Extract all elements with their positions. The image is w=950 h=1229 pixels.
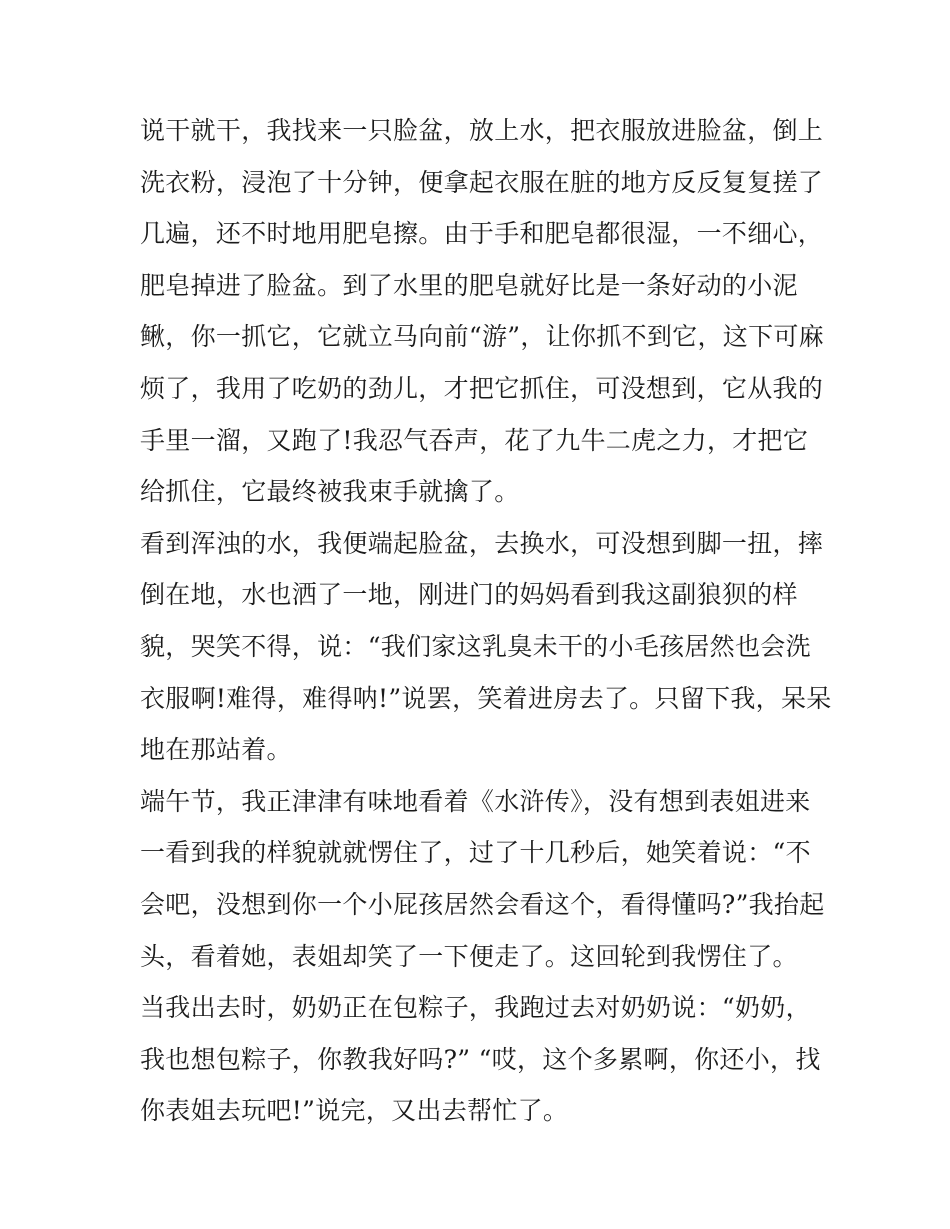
text-line: 我也想包粽子，你教我好吗?” “哎，这个多累啊，你还小，找 [140,1044,821,1074]
paragraph-making-zongzi [140,982,820,1137]
text-line: 洗衣粉，浸泡了十分钟，便拿起衣服在脏的地方反反复复搓了 [140,167,824,197]
text-line: 衣服啊!难得，难得呐!”说罢，笑着进房去了。只留下我，呆呆 [140,683,832,713]
text-line: 肥皂掉进了脸盆。到了水里的肥皂就好比是一条好动的小泥 [140,270,798,300]
text-line: 几遍，还不时地用肥皂擦。由于手和肥皂都很湿，一不细心， [140,219,824,249]
text-line: 烦了，我用了吃奶的劲儿，才把它抓住，可没想到，它从我的 [140,373,824,403]
text-line: 端午节，我正津津有味地看着《水浒传》，没有想到表姐进来 [140,786,811,816]
paragraph-spilled-water [140,518,832,776]
text-line: 貌，哭笑不得，说：“我们家这乳臭未干的小毛孩居然也会洗 [140,631,811,661]
document-body [140,105,832,1137]
text-line: 你表姐去玩吧!”说完，又出去帮忙了。 [140,1096,569,1126]
text-line: 当我出去时，奶奶正在包粽子，我跑过去对奶奶说：“奶奶， [140,993,811,1023]
text-line: 会吧，没想到你一个小屁孩居然会看这个，看得懂吗?”我抬起 [140,889,825,919]
paragraph-washing-clothes [140,105,824,518]
text-line: 手里一溜，又跑了!我忍气吞声，花了九牛二虎之力，才把它 [140,425,809,455]
text-line: 看到浑浊的水，我便端起脸盆，去换水，可没想到脚一扭，摔 [140,528,824,558]
text-line: 鳅，你一抓它，它就立马向前“游”，让你抓不到它，这下可麻 [140,322,824,352]
text-line: 地在那站着。 [140,735,292,765]
text-line: 一看到我的样貌就就愣住了，过了十几秒后，她笑着说：“不 [140,838,811,868]
paragraph-dragon-boat-festival [140,776,825,982]
text-line: 给抓住，它最终被我束手就擒了。 [140,477,520,507]
text-line: 倒在地，水也洒了一地，刚进门的妈妈看到我这副狼狈的样 [140,580,798,610]
text-line: 说干就干，我找来一只脸盆，放上水，把衣服放进脸盆，倒上 [140,116,824,145]
text-line: 头，看着她，表姐却笑了一下便走了。这回轮到我愣住了。 [140,941,798,971]
